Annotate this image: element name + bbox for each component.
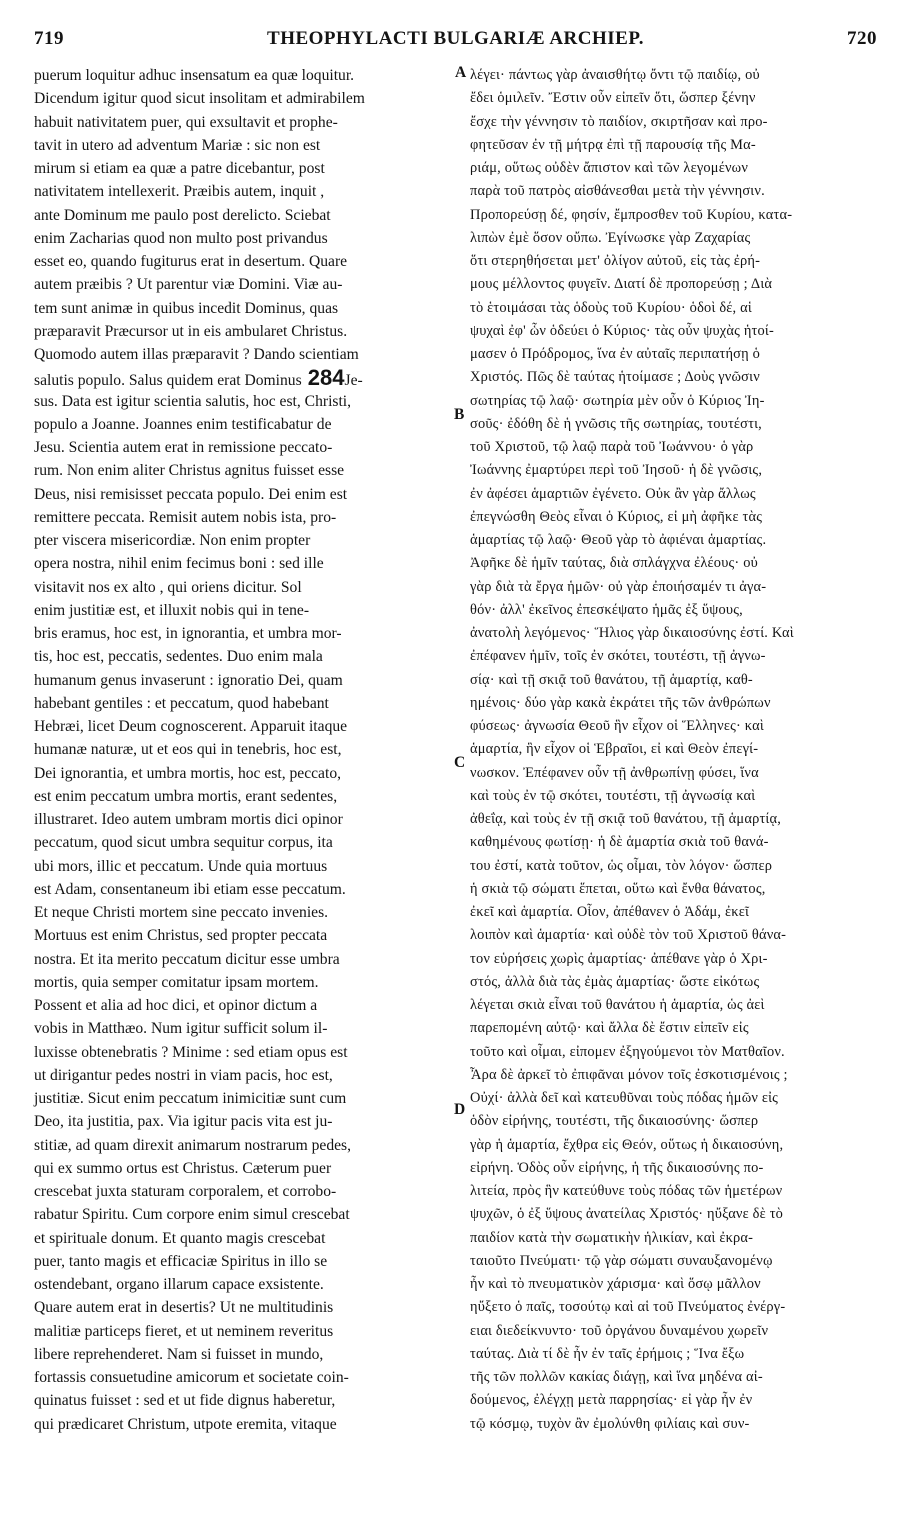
latin-text-line: ut dirigantur pedes nostri in viam pacis, hoc est, <box>34 1066 333 1084</box>
latin-text-line: crescebat juxta staturam corporalem, et corrobo- <box>34 1183 337 1200</box>
latin-text-line: Quare autem erat in desertis? Ut ne multitudinis <box>34 1299 334 1317</box>
greek-text-line: τοῦτο καὶ οἶμαι, εἰπομεν ἐξηγούμενοι τὸν Ματθαῖον. <box>470 1043 785 1060</box>
greek-text-line: ἀθεΐᾳ, καὶ τοὺς ἐν τῇ σκιᾷ τοῦ θανάτου, τῇ ἁμαρτίᾳ, <box>470 811 782 827</box>
latin-text-line: ostendebant, organo illarum capace exsistente. <box>34 1276 324 1293</box>
greek-text-line: ἡ σκιὰ τῷ σώματι ἕπεται, οὕτω καὶ ἔνθα θάνατος, <box>470 880 766 897</box>
greek-text-line: λιτεία, πρὸς ἣν κατεύθυνε τοὺς πόδας τῶν ἡμετέρων <box>470 1183 783 1199</box>
latin-text-line: esset eo, quando fugiturus erat in desertum. Quare <box>34 253 348 270</box>
latin-text-line: Et neque Christi mortem sine peccato invenies. <box>34 904 329 921</box>
latin-text-line: libere reprehenderet. Nam si fuisset in mundo, <box>34 1345 324 1363</box>
latin-text-line: luxisse obtenebratis ? Minime : sed etiam opus est <box>34 1043 348 1061</box>
greek-text-line: φύσεως· ἀγνωσία Θεοῦ ἣν εἶχον οἱ Ἕλληνες· καὶ <box>470 718 764 734</box>
latin-text-line: Hebræi, licet Deum cognoscerent. Apparuit itaque <box>34 718 348 735</box>
column-number-marker: 284 <box>301 365 345 391</box>
latin-text-line: visitavit nos ex alto , qui oriens dicitur. Sol <box>34 578 302 596</box>
greek-text-line: Ἆρα δὲ ἀρκεῖ τὸ ἐπιφᾶναι μόνον τοῖς ἐσκοτισμένοις ; <box>470 1066 788 1083</box>
latin-text-line: populo a Joanne. Joannes enim testificabatur de <box>34 415 332 433</box>
latin-text-line: Quomodo autem illas præparavit ? Dando scientiam <box>34 346 359 363</box>
margin-marker-c: C <box>454 754 466 771</box>
greek-text-line: λιπὼν ἐμὲ ὅσον οὔπω. Ἐγίνωσκε γὰρ Ζαχαρίας <box>470 229 751 246</box>
latin-text-line: opera nostra, nihil enim fecimus boni : sed ille <box>34 555 324 573</box>
greek-text-line: ἀνατολὴ λεγόμενος· Ἥλιος γὰρ δικαιοσύνης ἐστί. Καὶ <box>470 625 794 641</box>
greek-text-line: λέγεται σκιὰ εἶναι τοῦ θανάτου ἡ ἁμαρτία, ὡς ἀεὶ <box>470 997 765 1013</box>
latin-text-line: remittere peccata. Remisit autem nobis ista, pro- <box>34 508 337 526</box>
latin-text-line: habuit nativitatem puer, qui exsultavit et prophe- <box>34 113 338 131</box>
greek-text-line: ηὔξετο ὁ παῖς, τοσούτῳ καὶ αἱ τοῦ Πνεύματος ἐνέργ- <box>470 1299 786 1316</box>
latin-text-line: rabatur Spiritu. Cum corpore enim simul crescebat <box>34 1206 350 1224</box>
greek-text-line: ἐπέφανεν ἡμῖν, τοῖς ἐν σκότει, τουτέστι, τῇ ἀγνω- <box>470 648 766 665</box>
latin-text-line: et spirituale donum. Et quanto magis crescebat <box>34 1229 326 1247</box>
greek-text-line: σοῦς· ἐδόθη δὲ ἡ γνῶσις τῆς σωτηρίας, τουτέστι, <box>470 415 762 432</box>
latin-text-line: Dicendum igitur quod sicut insolitam et admirabilem <box>34 90 365 108</box>
running-title: THEOPHYLACTI BULGARIÆ ARCHIEP. <box>267 28 644 49</box>
greek-text-line: ἁμαρτίας τῷ λαῷ· Θεοῦ γὰρ τὸ ἀφιέναι ἁμαρτίας. <box>470 532 767 548</box>
latin-text-line: humanum genus invaserunt : ignoratio Dei, quam <box>34 671 343 689</box>
latin-text-line: autem præibis ? Ut parentur viæ Domini. Viæ au- <box>34 276 343 294</box>
latin-column <box>34 64 452 1436</box>
latin-text-line: tis, hoc est, peccatis, sedentes. Duo enim mala <box>34 648 323 666</box>
greek-text-line: ταύτας. Διὰ τί δὲ ἦν ἐν ταῖς ἐρήμοις ; Ἵνα ἔξω <box>470 1345 745 1362</box>
greek-text-line: μους μέλλοντος φυγεῖν. Διατί δὲ προπορεύσῃ ; Διὰ <box>470 276 773 293</box>
margin-marker-a: A <box>455 64 467 81</box>
latin-text-line: qui prædicaret Christum, utpote eremita, vitaque <box>34 1415 337 1433</box>
greek-text-line: ἦν καὶ τὸ πνευματικὸν χάρισμα· καὶ ὅσῳ μᾶλλον <box>470 1276 761 1292</box>
greek-text-line: παιδίον κατὰ τὴν σωματικὴν ἡλικίαν, καὶ ἐκρα- <box>470 1229 754 1246</box>
latin-text-line: stitiæ, ad quam direxit animarum nostrarum pedes, <box>34 1136 352 1154</box>
latin-text-line: habebant gentiles : et peccatum, quod habebant <box>34 694 329 712</box>
greek-text-line: σίᾳ· καὶ τῇ σκιᾷ τοῦ θανάτου, τῇ ἁμαρτίᾳ, καθ- <box>470 671 753 688</box>
latin-text-line: nostra. Et ita merito peccatum dicitur esse umbra <box>34 950 340 968</box>
margin-marker-b: B <box>454 406 465 423</box>
greek-text-line: Ἰωάννης ἐμαρτύρει περὶ τοῦ Ἰησοῦ· ἡ δὲ γνῶσις, <box>470 462 763 479</box>
latin-text-line: vobis in Matthæo. Num igitur sufficit solum il- <box>34 1020 328 1038</box>
greek-text-line: τοῦ Χριστοῦ, τῷ λαῷ παρὰ τοῦ Ἰωάννου· ὁ γὰρ <box>470 439 754 455</box>
greek-text-line: Προπορεύσῃ δέ, φησίν, ἔμπροσθεν τοῦ Κυρίου, κατα- <box>470 206 793 223</box>
latin-text-line: Jesu. Scientia autem erat in remissione peccato- <box>34 439 333 456</box>
latin-text-line: puerum loquitur adhuc insensatum ea quæ loquitur. <box>34 67 355 84</box>
latin-text-line: justitiæ. Sicut enim peccatum inimicitiæ sunt cum <box>34 1090 347 1107</box>
greek-text-line: ὁδὸν εἰρήνης, τουτέστι, τῆς δικαιοσύνης· ὥσπερ <box>470 1113 759 1130</box>
latin-text-line: qui ex summo ortus est Christus. Cæterum puer <box>34 1159 332 1177</box>
latin-text-line: malitiæ particeps fieret, et ut neminem reveritus <box>34 1322 334 1340</box>
greek-text-line: ἔσχε τὴν γέννησιν τὸ παιδίον, σκιρτῆσαν καὶ προ- <box>470 113 768 130</box>
latin-text-line: enim justitiæ est, et illuxit nobis qui in tene- <box>34 601 310 619</box>
greek-text-line: λοιπὸν καὶ ἁμαρτία· καὶ οὐδὲ τὸν τοῦ Χριστοῦ θάνα- <box>470 927 787 944</box>
latin-text-fragment: Je- <box>344 372 363 390</box>
greek-text-line: λέγει· πάντως γὰρ ἀναισθήτῳ ὄντι τῷ παιδίῳ, οὐ <box>470 67 760 83</box>
page-header <box>0 28 911 58</box>
latin-text-line: Deus, nisi remisisset peccata populo. Dei enim est <box>34 485 348 503</box>
latin-text-line: sus. Data est igitur scientia salutis, hoc est, Christi, <box>34 392 352 410</box>
greek-text-line: καὶ τοὺς ἐν τῷ σκότει, τουτέστι, τῇ ἀγνωσίᾳ καὶ <box>470 787 756 804</box>
greek-text-line: μασεν ὁ Πρόδρομος, ἵνα ἐν αὐταῖς περιπατήσῃ ὁ <box>470 346 761 362</box>
latin-text-line: Mortuus est enim Christus, sed propter peccata <box>34 927 328 945</box>
greek-text-line: τον εὑρήσεις χωρὶς ἁμαρτίας· ἀπέθανε γὰρ ὁ Χρι- <box>470 950 768 967</box>
latin-text-line: bris eramus, hoc est, in ignorantia, et umbra mor- <box>34 625 342 642</box>
greek-text-line: ἐν ἀφέσει ἁμαρτιῶν ἐγένετο. Οὐκ ἂν γὰρ ἄλλως <box>470 485 756 502</box>
greek-text-line: καθημένους φωτίσῃ· ἡ δὲ ἁμαρτία σκιὰ τοῦ θανά- <box>470 834 769 851</box>
latin-text-line: mirum si etiam ea quæ a patre dicebantur, post <box>34 160 325 177</box>
greek-text-line: ριάμ, οὕτως οὐδὲν ἄπιστον καὶ τῶν λεγομένων <box>470 160 749 176</box>
greek-column <box>470 64 882 1436</box>
page-number-right: 720 <box>847 28 877 49</box>
latin-text-line: est Adam, consentaneum ibi etiam esse peccatum. <box>34 880 346 898</box>
greek-text-line: τῆς τῶν πολλῶν κακίας διάγῃ, καὶ ἵνα μηδένα αἰ- <box>470 1369 763 1385</box>
latin-text-line: humanæ naturæ, ut et eos qui in tenebris, hoc est, <box>34 741 342 759</box>
greek-text-line: φητεῦσαν ἐν τῇ μήτρᾳ ἐπὶ τῇ παρουσίᾳ τῆς Μα- <box>470 136 756 153</box>
greek-text-line: γὰρ διὰ τὰ ἔργα ἡμῶν· οὐ γὰρ ἐποιήσαμέν τι ἀγα- <box>470 578 767 595</box>
latin-text-line: mortis, quia semper comitatur ipsam mortem. <box>34 973 319 991</box>
greek-text-line: ειαι διεδείκνυντο· τοῦ ὀργάνου δυναμένου χωρεῖν <box>470 1322 769 1339</box>
greek-text-line: τῷ κόσμῳ, τυχὸν ἂν ἐμολύνθη φιλίαις καὶ συν- <box>470 1415 750 1432</box>
latin-text-line: quinatus fuisset : sed et ut fide dignus haberetur, <box>34 1392 336 1410</box>
latin-text-line: enim Zacharias quod non multo post privandus <box>34 229 328 247</box>
greek-text-line: ὅτι στερηθήσεται μετ' ὀλίγον αὐτοῦ, εἰς τὰς ἐρή- <box>470 253 761 269</box>
latin-text-line: Deo, ita justitia, pax. Via igitur pacis vita est ju- <box>34 1113 333 1131</box>
greek-text-line: του ἐστί, κατὰ τοῦτον, ὡς οἶμαι, τὸν λόγον· ὥσπερ <box>470 857 773 874</box>
greek-text-line: νωσκον. Ἐπέφανεν οὖν τῇ ἀνθρωπίνῃ φύσει, ἵνα <box>470 764 759 781</box>
greek-text-line: ταιοῦτο Πνεύματι· τῷ γὰρ σώματι συναυξανομένῳ <box>470 1252 773 1269</box>
latin-text-line: peccatum, quod sicut umbra sequitur corpus, ita <box>34 834 333 852</box>
greek-text-line: ἁμαρτία, ἣν εἶχον οἱ Ἑβραῖοι, εἰ καὶ Θεὸν ἐπεγί- <box>470 741 759 758</box>
latin-text-line: salutis populo. Salus quidem erat Dominus 284Je- <box>34 365 363 391</box>
greek-text-line: Οὐχί· ἀλλὰ δεῖ καὶ κατευθῦναι τοὺς πόδας ἡμῶν εἰς <box>470 1090 779 1106</box>
latin-text-line: fortassis consuetudine amicorum et societate coin- <box>34 1369 349 1386</box>
latin-text-line: ubi mors, illic et peccatum. Unde quia mortuus <box>34 857 328 875</box>
greek-text-line: εἰρήνη. Ὁδὸς οὖν εἰρήνης, ἡ τῆς δικαιοσύνης πο- <box>470 1159 764 1176</box>
page-number-left: 719 <box>34 28 64 49</box>
greek-text-line: ημένοις· δύο γὰρ κακὰ ἐκράτει τῆς τῶν ἀνθρώπων <box>470 694 771 711</box>
greek-text-line: ἐπεγνώσθη Θεὸς εἶναι ὁ Κύριος, εἰ μὴ ἀφῆκε τὰς <box>470 508 763 525</box>
greek-text-line: γὰρ ἡ ἁμαρτία, ἔχθρα εἰς Θεόν, οὕτως ἡ δικαιοσύνη, <box>470 1136 784 1153</box>
latin-text-line: illustraret. Ideo autem umbram mortis dici opinor <box>34 811 343 828</box>
latin-text-line: pter viscera misericordiæ. Non enim propter <box>34 532 311 549</box>
latin-text-line: tem sunt animæ in quibus incedit Dominus, quas <box>34 299 339 317</box>
latin-text-line: ante Dominum me paulo post derelicto. Sciebat <box>34 206 331 224</box>
latin-text-line: nativitatem intellexerit. Præibis autem, inquit , <box>34 183 325 201</box>
latin-text-line: rum. Non enim aliter Christus agnitus fuisset esse <box>34 462 345 480</box>
greek-text-line: Ἀφῆκε δὲ ἡμῖν ταύτας, διὰ σπλάγχνα ἐλέους· οὐ <box>470 555 758 572</box>
greek-text-line: στός, ἀλλὰ διὰ τὰς ἐμὰς ἁμαρτίας· ὥστε εἰκότως <box>470 973 760 990</box>
greek-text-line: τὸ ἑτοιμάσαι τὰς ὁδοὺς τοῦ Κυρίου· ὁδοὶ δέ, αἱ <box>470 299 752 316</box>
greek-text-line: ἔδει ὁμιλεῖν. Ἔστιν οὖν εἰπεῖν ὅτι, ὥσπερ ξένην <box>470 90 756 107</box>
latin-text-line: Possent et alia ad hoc dici, et opinor dictum a <box>34 997 318 1014</box>
greek-text-line: θόν· ἀλλ' ἐκεῖνος ἐπεσκέψατο ἡμᾶς ἐξ ὕψους, <box>470 601 743 618</box>
margin-marker-d: D <box>454 1101 466 1118</box>
greek-text-line: ψυχαὶ ἐφ' ὧν ὁδεύει ὁ Κύριος· τὰς οὖν ψυχὰς ἡτοί- <box>470 322 774 339</box>
latin-text-line: est enim peccatum umbra mortis, erant sedentes, <box>34 787 338 805</box>
latin-text-line: puer, tanto magis et efficaciæ Spiritus in illo se <box>34 1252 328 1270</box>
latin-text-line: præparavit Præcursor ut in eis ambularet Christus. <box>34 322 348 340</box>
latin-text-line: tavit in utero ad adventum Mariæ : sic non est <box>34 136 321 154</box>
greek-text-line: σωτηρίας τῷ λαῷ· σωτηρία μὲν οὖν ὁ Κύριος Ἰη- <box>470 392 765 409</box>
greek-text-line: παρεπομένη αὐτῷ· καὶ ἄλλα δὲ ἔστιν εἰπεῖν εἰς <box>470 1020 749 1037</box>
greek-text-line: Χριστός. Πῶς δὲ ταύτας ἡτοίμασε ; Δοὺς γνῶσιν <box>470 369 760 386</box>
greek-text-line: παρὰ τοῦ πατρὸς αἰσθάνεσθαι μετὰ τὴν γέννησιν. <box>470 183 765 200</box>
latin-text-line: Dei ignorantia, et umbra mortis, hoc est, peccato, <box>34 764 342 782</box>
greek-text-line: ἐκεῖ καὶ ἁμαρτία. Οἷον, ἀπέθανεν ὁ Ἀδάμ, ἐκεῖ <box>470 904 750 920</box>
greek-text-line: δούμενος, ἐλέγχῃ μετὰ παρρησίας· εἰ γὰρ ἦν ἐν <box>470 1392 753 1409</box>
greek-text-line: ψυχῶν, ὁ ἐξ ὕψους ἀνατείλας Χριστός· ηὔξανε δὲ τὸ <box>470 1206 784 1223</box>
